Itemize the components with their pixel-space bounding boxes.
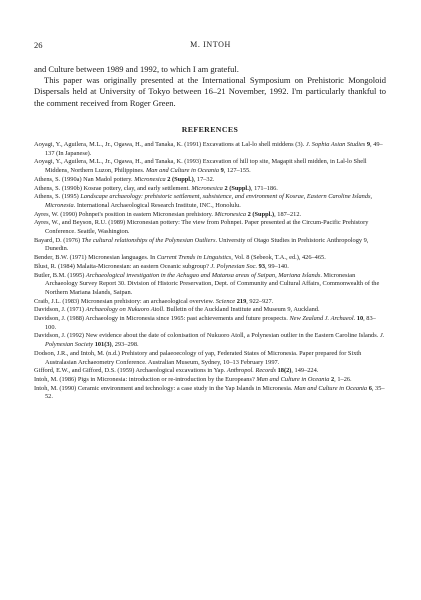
reference-title: Man and Culture in Oceania — [256, 375, 330, 383]
reference-text: Bender, B.W. (1971) Micronesian languages. In — [34, 254, 157, 262]
reference-text: , 171–186. — [250, 184, 278, 192]
reference-title: J. Sophia Asian Studies — [305, 141, 366, 148]
reference-entry — [34, 254, 386, 263]
reference-entry — [34, 315, 386, 332]
reference-entry — [34, 211, 386, 220]
reference-text: , 17–32. — [193, 175, 215, 183]
reference-entry — [34, 263, 386, 272]
reference-entry — [34, 350, 386, 367]
reference-text: , 1–26. — [334, 375, 352, 383]
reference-text: Ayres, W., and Beyson, R.U. (1989) Micronesian pottery: The view from Pohnpei. Paper presented at the Circum-Pacific Prehistory Conference. Seattle, Washington. — [34, 219, 369, 236]
reference-list — [34, 141, 386, 402]
reference-text: , 293–298. — [111, 341, 139, 349]
reference-text: , 922–927. — [246, 297, 274, 305]
reference-volume: 93 — [258, 262, 265, 270]
reference-entry — [34, 141, 386, 158]
reference-entry — [34, 367, 386, 376]
reference-title: J. Polynesian Soc. — [210, 262, 258, 270]
reference-title: Current Trends in Linguistics — [156, 254, 232, 262]
reference-entry — [34, 176, 386, 185]
reference-title: New Zealand J. Archaeol. — [289, 315, 356, 323]
reference-title: Micronesica — [191, 184, 223, 192]
reference-entry — [34, 193, 386, 210]
reference-text: Aoyagi, Y., Aguilera, M.L., Jr., Ogawa, H., and Tanaka, K. (1993) Excavation of hill top site, Magapit shell midden, in Lal-lo Shell Middens, Northern Luzon, Philippines. — [34, 158, 367, 175]
reference-text: Intoh, M. (1986) Pigs in Micronesia: introduction or re-introduction by the Europeans? — [34, 375, 257, 383]
reference-volume: 9 — [366, 141, 371, 148]
reference-title: Man and Culture in Oceania — [294, 384, 368, 392]
reference-text: Davidson, J. (1988) Archaeology in Micronesia since 1965: past achievements and future prospects. — [34, 315, 290, 323]
reference-entry — [34, 185, 386, 194]
reference-title: Archaeology on Nukuoro Atoll — [85, 306, 164, 314]
reference-text: , 127–155. — [223, 167, 251, 175]
reference-text: Blust, R. (1984) Malaita-Micronesian: an eastern Oceanic subgroup? — [34, 262, 211, 270]
reference-title: J. Polynesian Society — [45, 332, 385, 349]
references-heading: REFERENCES — [181, 125, 239, 134]
reference-text: Athens, S. (1995) — [34, 193, 81, 201]
reference-entry — [34, 158, 386, 175]
reference-text: Craib, J.L. (1983) Micronesian prehistory: an archaeological overview. — [34, 297, 216, 305]
reference-volume: 101(3) — [94, 341, 112, 349]
reference-title: The cultural relationships of the Polynesian Outliers — [81, 236, 216, 244]
reference-volume: 2 (Suppl.) — [167, 175, 194, 183]
reference-text: Ayres, W. (1990) Pohnpei's position in eastern Micronesian prehistory. — [34, 210, 215, 218]
reference-title: Anthropol. Records — [226, 367, 277, 375]
body-text — [34, 64, 386, 109]
reference-text: Athens, S. (1990b) Kosrae pottery, clay, and early settlement. — [34, 184, 192, 192]
reference-volume: 6 — [368, 384, 372, 392]
reference-text: Aoyagi, Y., Aguilera, M.L., Jr., Ogawa, H., and Tanaka, K. (1991) Excavations at Lal-lo shell middens (3). — [34, 141, 306, 148]
reference-text: , 187–212. — [274, 210, 302, 218]
reference-volume: 2 — [331, 375, 335, 383]
reference-title: Micronesica — [134, 175, 166, 183]
reference-text: Athens, S. (1990a) Nan Madol pottery. — [34, 175, 135, 183]
page-number: 26 — [34, 40, 43, 50]
reference-text: . International Archaeological Research Institute, INC., Honolulu. — [73, 201, 241, 209]
reference-text: Bayard, D. (1976) — [34, 236, 82, 244]
reference-text: Intoh, M. (1990) Ceramic environment and technology: a case study in the Yap Islands in Micronesia. — [34, 384, 295, 392]
reference-entry — [34, 385, 386, 402]
reference-title: Man and Culture in Oceania — [145, 167, 220, 175]
reference-entry — [34, 306, 386, 315]
body-paragraph: and Culture between 1989 and 1992, to which I am grateful. — [34, 64, 239, 74]
reference-volume: 2 (Suppl.) — [247, 210, 275, 218]
reference-text: Gifford, E.W., and Gifford, D.S. (1959) Archaeological excavations in Yap. — [34, 367, 227, 375]
reference-text: Davidson, J. (1992) New evidence about the date of colonisation of Nukuoro Atoll, a Polynesian outlier in the Eastern Caroline Islands. — [34, 332, 380, 340]
reference-volume: 9 — [220, 167, 224, 175]
reference-volume: 2 (Suppl.) — [224, 184, 251, 192]
reference-volume: 10 — [356, 315, 364, 323]
reference-text: . Micronesian Archaeology Survey Report 30. Division of Historic Preservation, Dept. of Community and Cultural Affairs, Commonwealth of the Northern Mariana Islands, Saipan. — [45, 271, 380, 296]
reference-text: , 99–140. — [264, 262, 289, 270]
page-header — [34, 40, 387, 52]
reference-entry — [34, 376, 386, 385]
reference-text: , Vol. 8 (Sebeok, T.A., ed.), 426–465. — [231, 254, 326, 262]
reference-text: Davidson, J. (1971) — [34, 306, 86, 314]
reference-text: Dodson, J.R., and Intoh, M. (n.d.) Prehistory and palaeoecology of yap, Federated States of Micronesia. Paper prepared for Sixth Australasian Archaeometry Conference. Australian Museum, Sydney, 10–13 February 1997. — [34, 349, 362, 366]
reference-title: Micronesica — [214, 210, 247, 218]
running-head: M. INTOH — [190, 40, 231, 49]
reference-title: Science — [215, 297, 236, 305]
reference-entry — [34, 298, 386, 307]
reference-entry — [34, 237, 386, 254]
reference-text: , 83–100. — [45, 315, 376, 331]
reference-text: . University of Otago Studies in Prehistoric Anthropology 9, Dunedin. — [45, 236, 369, 253]
reference-text: Butler, B.M. (1995) — [34, 271, 86, 279]
reference-volume: 18(2) — [277, 367, 292, 375]
reference-entry — [34, 272, 386, 298]
reference-title: Archaeological investigation in the Achugao and Matansa areas of Saipan, Mariana Islands — [85, 271, 321, 279]
reference-text: , 149–224. — [291, 367, 319, 375]
reference-text: . Bulletin of the Auckland Institute and Museum 9, Auckland. — [163, 306, 320, 314]
reference-volume: 219 — [236, 297, 247, 305]
reference-entry — [34, 219, 386, 236]
reference-text: , 35–52. — [45, 384, 385, 401]
reference-text: , 49–137 (In Japanese). — [45, 141, 383, 157]
reference-entry — [34, 332, 386, 349]
body-paragraph: This paper was originally presented at the International Symposium on Prehistoric Mongoloid Dispersals held at University of Tokyo between 16–21 November, 1992. I'm particularly thankful to the comment received from Roger Green. — [34, 75, 386, 108]
reference-title: Landscape archaeology: prehistoric settlement, subsistence, and environment of Kosrae, Eastern Caroline Islands, Micronesia — [45, 193, 373, 209]
